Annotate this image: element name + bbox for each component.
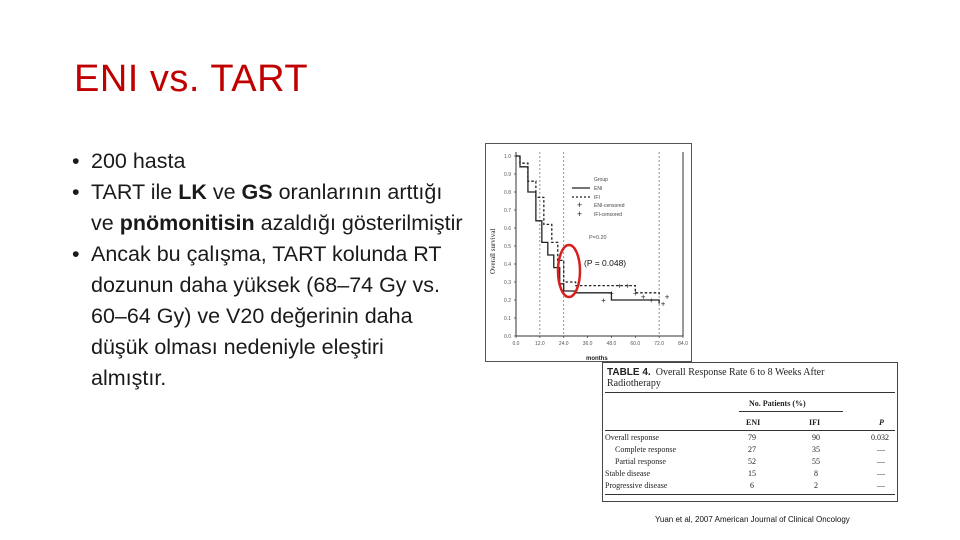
- y-tick-label: 1.0: [504, 154, 511, 160]
- bullet-2-text-a: TART ile: [91, 180, 179, 204]
- x-tick-label: 60.0: [630, 341, 641, 347]
- y-tick-label: 0.9: [504, 172, 511, 178]
- table-row-label: Progressive disease: [605, 481, 668, 490]
- table-title: TABLE 4.: [607, 367, 651, 378]
- series-line-eni: [516, 156, 659, 304]
- censor-mark: +: [664, 292, 670, 302]
- table-cell-ifi: 35: [812, 445, 820, 454]
- x-tick-label: 72.0: [654, 341, 665, 347]
- chart-legend: [572, 177, 625, 219]
- bullet-2: [72, 177, 464, 239]
- bullet-2-bold-gs: GS: [241, 180, 273, 204]
- y-tick-label: 0.3: [504, 280, 511, 286]
- table-cell-eni: 27: [748, 445, 756, 454]
- legend-eni-censored-mark: +: [577, 200, 583, 210]
- legend-title: Group: [594, 177, 608, 183]
- table-col-eni: ENI: [746, 418, 761, 427]
- x-tick-label: 84.0: [678, 341, 688, 347]
- censor-mark: +: [601, 296, 606, 305]
- x-tick-label: 36.0: [582, 341, 593, 347]
- legend-eni-label: ENI: [594, 186, 603, 192]
- bullet-2-bold-pnomonitis: pnömonitisin: [119, 211, 255, 235]
- table-row-label: Complete response: [615, 445, 677, 454]
- chart-xlabel: months: [586, 356, 608, 361]
- censor-mark: +: [660, 299, 666, 309]
- y-tick-label: 0.1: [504, 316, 511, 322]
- table-row-label: Partial response: [615, 457, 666, 466]
- chart-ylabel: Overall survival: [489, 228, 497, 274]
- table-header-rule: [605, 430, 895, 431]
- table-group-header: No. Patients (%): [749, 399, 806, 408]
- censor-mark: +: [632, 288, 638, 298]
- censor-mark: +: [617, 281, 622, 291]
- chart-pvalue-annotation: P=0.20: [589, 235, 607, 241]
- table-caption-line2: Radiotherapy: [607, 378, 661, 389]
- y-tick-label: 0.4: [504, 262, 511, 268]
- y-tick-label: 0.7: [504, 208, 511, 214]
- x-tick-label: 12.0: [534, 341, 545, 347]
- x-tick-label: 0.0: [512, 341, 520, 347]
- chart-series: [516, 156, 659, 304]
- table-cell-ifi: 55: [812, 457, 820, 466]
- table-cell-eni: 6: [750, 481, 754, 490]
- table-row: [605, 445, 895, 456]
- bullet-2-text-c: oranlarının arttığı ve: [91, 180, 443, 235]
- series-line-ifi: [516, 156, 659, 296]
- table-row-label: Overall response: [605, 433, 659, 442]
- legend-eni-censored-label: ENI-censored: [594, 203, 625, 209]
- y-tick-label: 0.5: [504, 244, 511, 250]
- highlight-ellipse: [558, 245, 580, 297]
- legend-ifi-censored-mark: +: [577, 209, 583, 219]
- censor-mark: +: [624, 281, 630, 291]
- table-cell-eni: 52: [748, 457, 756, 466]
- x-tick-label: 48.0: [606, 341, 617, 347]
- table-group-rule: [739, 411, 843, 412]
- bullet-3: • Ancak bu çalışma, TART kolunda RT dozunun daha yüksek (68–74 Gy vs. 60–64 Gy) ve V20 değerinin daha düşük olması nedeniyle eleştiri almıştır.: [72, 239, 464, 394]
- table-bottom-rule: [605, 494, 895, 495]
- chart-pvalue-highlight-text: (P = 0.048): [584, 258, 627, 268]
- survival-chart-svg: [486, 144, 691, 361]
- y-tick-label: 0.8: [504, 190, 511, 196]
- survival-chart: [485, 143, 692, 362]
- x-tick-label: 24.0: [558, 341, 569, 347]
- bullet-1: • 200 hasta: [72, 146, 464, 177]
- table-row: [605, 469, 895, 480]
- y-tick-label: 0.0: [504, 334, 511, 340]
- table-col-ifi: IFI: [809, 418, 821, 427]
- y-tick-label: 0.2: [504, 298, 511, 304]
- table-cell-eni: 15: [748, 469, 756, 478]
- y-tick-label: 0.6: [504, 226, 511, 232]
- table-cell-p: —: [877, 469, 885, 478]
- bullet-list: [72, 146, 464, 394]
- citation: Yuan et al, 2007 American Journal of Clinical Oncology: [655, 515, 850, 524]
- table-cell-ifi: 8: [814, 469, 818, 478]
- table-cell-p: —: [877, 481, 885, 490]
- table-row-label: Stable disease: [605, 469, 651, 478]
- censor-mark: +: [609, 288, 614, 298]
- table-cell-ifi: 90: [812, 433, 820, 442]
- censor-mark: +: [640, 292, 646, 302]
- table-cell-p: —: [877, 445, 885, 454]
- table-top-rule: [605, 392, 895, 393]
- legend-ifi-label: IFI: [594, 195, 600, 201]
- table-cell-ifi: 2: [814, 481, 818, 490]
- table-cell-p: 0.032: [871, 433, 889, 442]
- table-caption-line1: Overall Response Rate 6 to 8 Weeks After: [655, 367, 825, 378]
- table-row: [605, 481, 895, 492]
- table-row: [605, 433, 895, 444]
- bullet-2-text-d: azaldığı gösterilmiştir: [254, 211, 463, 235]
- table-col-p: P: [879, 418, 884, 427]
- table-caption: [607, 367, 824, 389]
- table-row: [605, 457, 895, 468]
- table-cell-eni: 79: [748, 433, 756, 442]
- censor-mark: +: [648, 296, 654, 305]
- response-table: [602, 362, 898, 502]
- bullet-2-bold-lk: LK: [178, 180, 207, 204]
- bullet-2-text-b: ve: [206, 180, 242, 204]
- legend-ifi-censored-label: IFI-censored: [594, 212, 623, 218]
- slide-title: ENI vs. TART: [74, 58, 309, 100]
- table-cell-p: —: [877, 457, 885, 466]
